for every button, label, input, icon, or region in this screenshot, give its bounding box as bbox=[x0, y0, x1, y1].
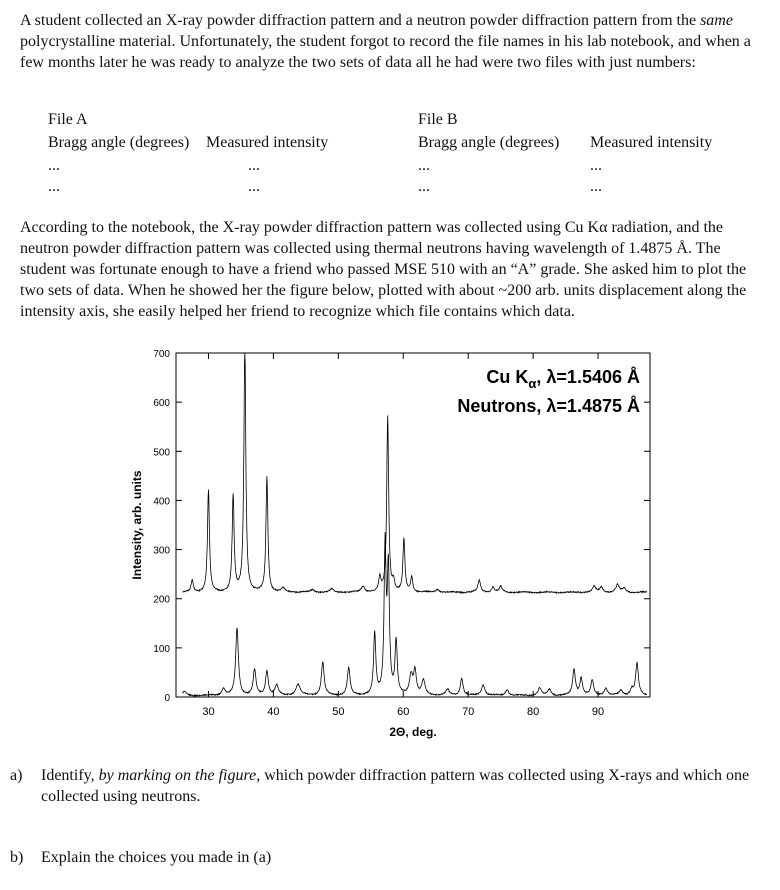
y-tick-label: 200 bbox=[153, 594, 170, 606]
file-b-name: File B bbox=[418, 111, 458, 128]
y-tick-label: 400 bbox=[153, 496, 170, 508]
legend-neutrons: Neutrons, λ=1.4875 Å bbox=[457, 396, 640, 416]
lower-pattern-line bbox=[183, 532, 647, 696]
context-paragraph: According to the notebook, the X-ray powder diffraction pattern was collected using Cu Kα radiation, and the neutron powder diffraction pattern was collected using thermal neutrons having wavelength of 1.4875 Å. The student was fortunate enough to have a friend who passed MSE 510 with an “A” grade. She asked him to plot the two sets of data. When he showed her the figure below, plotted with about ~200 arb. units displacement along the intensity axis, she easily helped her friend to recognize which file contains which data. bbox=[20, 219, 747, 320]
legend-cu-kalpha: Cu $K_\alpha$, λ=1.5406 Å bbox=[486, 367, 640, 391]
question-a-emphasis: by marking on the figure bbox=[98, 767, 257, 784]
file-b-col-intensity: Measured intensity bbox=[590, 134, 713, 151]
upper-pattern-line bbox=[183, 353, 647, 593]
intro-paragraph: A student collected an X-ray powder diffraction pattern and a neutron powder diffraction pattern from the same polycrystalline material. Unfortunately, the student forgot to record the file names in his lab notebook, and when a few months later he was ready to analyze the two sets of data all he had were two files with just numbers: bbox=[20, 12, 751, 71]
file-a-col-bragg: Bragg angle (degrees) bbox=[48, 134, 190, 151]
file-a-cell: ... bbox=[48, 157, 60, 174]
x-tick-label: 30 bbox=[202, 706, 215, 718]
file-b-col-bragg: Bragg angle (degrees) bbox=[418, 134, 560, 151]
file-a-cell: ... bbox=[48, 178, 60, 195]
x-tick-label: 80 bbox=[526, 706, 540, 718]
question-b bbox=[10, 847, 765, 868]
x-tick-label: 50 bbox=[332, 706, 345, 718]
x-axis-label: 2Θ, deg. bbox=[389, 725, 437, 739]
file-b-cell: ... bbox=[590, 178, 602, 195]
file-a-cell: ... bbox=[248, 178, 260, 195]
x-tick-label: 60 bbox=[397, 706, 410, 718]
question-b-label: b) bbox=[10, 849, 24, 866]
y-tick-label: 700 bbox=[153, 349, 170, 360]
file-b-cell: ... bbox=[590, 157, 602, 174]
x-tick-label: 40 bbox=[267, 706, 280, 718]
question-b-text: Explain the choices you made in (a) bbox=[41, 849, 272, 866]
x-tick-label: 70 bbox=[462, 706, 475, 718]
file-b-cell: ... bbox=[418, 178, 430, 195]
y-tick-label: 0 bbox=[164, 693, 170, 704]
question-a-label: a) bbox=[10, 767, 23, 784]
question-a: a) Identify, by marking on the figure, which powder diffraction pattern was collected using X-rays and which one collected using neutrons. bbox=[10, 767, 750, 805]
y-tick-label: 300 bbox=[153, 545, 170, 557]
y-tick-label: 100 bbox=[153, 643, 170, 655]
y-tick-label: 500 bbox=[153, 447, 170, 459]
file-a-cell: ... bbox=[248, 157, 260, 174]
file-b-cell: ... bbox=[418, 157, 430, 174]
intro-emphasis: same bbox=[700, 12, 733, 29]
file-a-name: File A bbox=[48, 111, 88, 128]
diffraction-chart bbox=[0, 340, 780, 740]
x-tick-label: 90 bbox=[591, 706, 605, 718]
y-tick-label: 600 bbox=[153, 398, 170, 410]
y-axis-label: Intensity, arb. units bbox=[130, 470, 144, 580]
file-a-col-intensity: Measured intensity bbox=[206, 134, 329, 151]
